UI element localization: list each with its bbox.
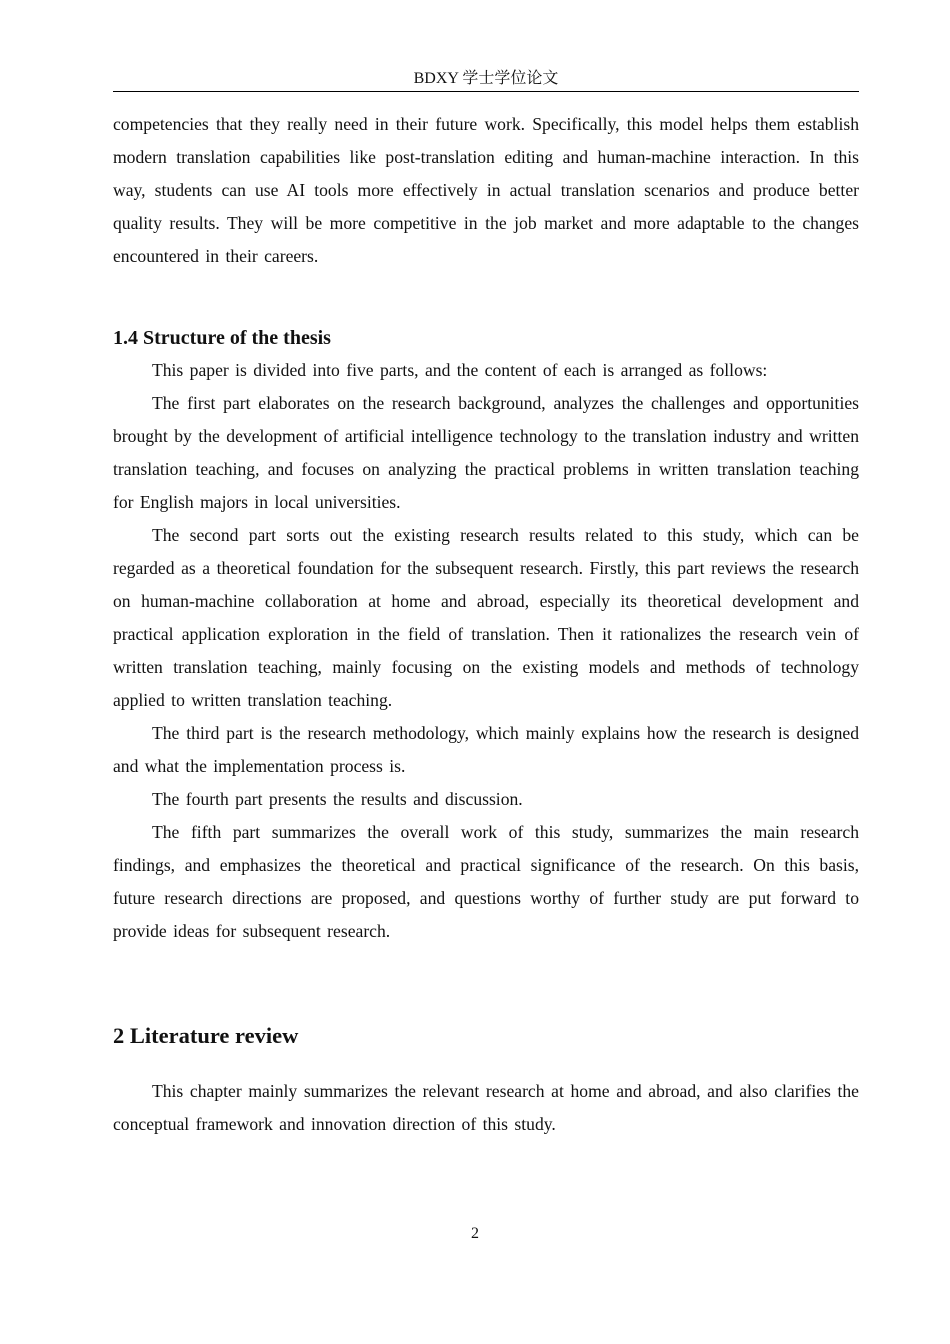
paragraph-fourth-part: The fourth part presents the results and discussion.	[152, 789, 523, 809]
paragraph-second-part: The second part sorts out the existing research results related to this study, which can be regarded as a theoretical foundation for the subsequent research. Firstly, this part reviews the research on human-machine collaboration at home and abroad, especially its theoretical development and practical application exploration in the field of translation. Then it rationalizes the research vein of written translation teaching, mainly focusing on the existing models and methods of technology applied to written translation teaching.	[113, 525, 859, 710]
paragraph-third-part: The third part is the research methodology, which mainly explains how the research is designed and what the implementation process is.	[113, 723, 859, 776]
paragraph-chapter-summary: This chapter mainly summarizes the relevant research at home and abroad, and also clarifies the conceptual framework and innovation direction of this study.	[113, 1081, 859, 1134]
paragraph-divided: This paper is divided into five parts, and the content of each is arranged as follows:	[152, 360, 768, 380]
paragraph-fifth-part: The fifth part summarizes the overall work of this study, summarizes the main research findings, and emphasizes the theoretical and practical significance of the research. On this basis, future research directions are proposed, and questions worthy of further study are put forward to provide ideas for subsequent research.	[113, 822, 859, 941]
chapter-heading-literature-review: 2 Literature review	[113, 1023, 299, 1048]
section-heading-structure: 1.4 Structure of the thesis	[113, 327, 331, 349]
running-header: BDXY 学士学位论文	[113, 68, 859, 92]
paragraph-first-part: The first part elaborates on the research background, analyzes the challenges and opportunities brought by the development of artificial intelligence technology to the translation industry and written translation teaching, and focuses on analyzing the practical problems in written translation teaching for English majors in local universities.	[113, 393, 859, 512]
paragraph-continued: competencies that they really need in their future work. Specifically, this model helps them establish modern translation capabilities like post-translation editing and human-machine interaction. In this way, students can use AI tools more effectively in actual translation scenarios and produce better quality results. They will be more competitive in the job market and more adaptable to the changes encountered in their careers.	[113, 114, 859, 266]
page-body	[113, 108, 859, 1141]
page-number: 2	[471, 1225, 479, 1242]
